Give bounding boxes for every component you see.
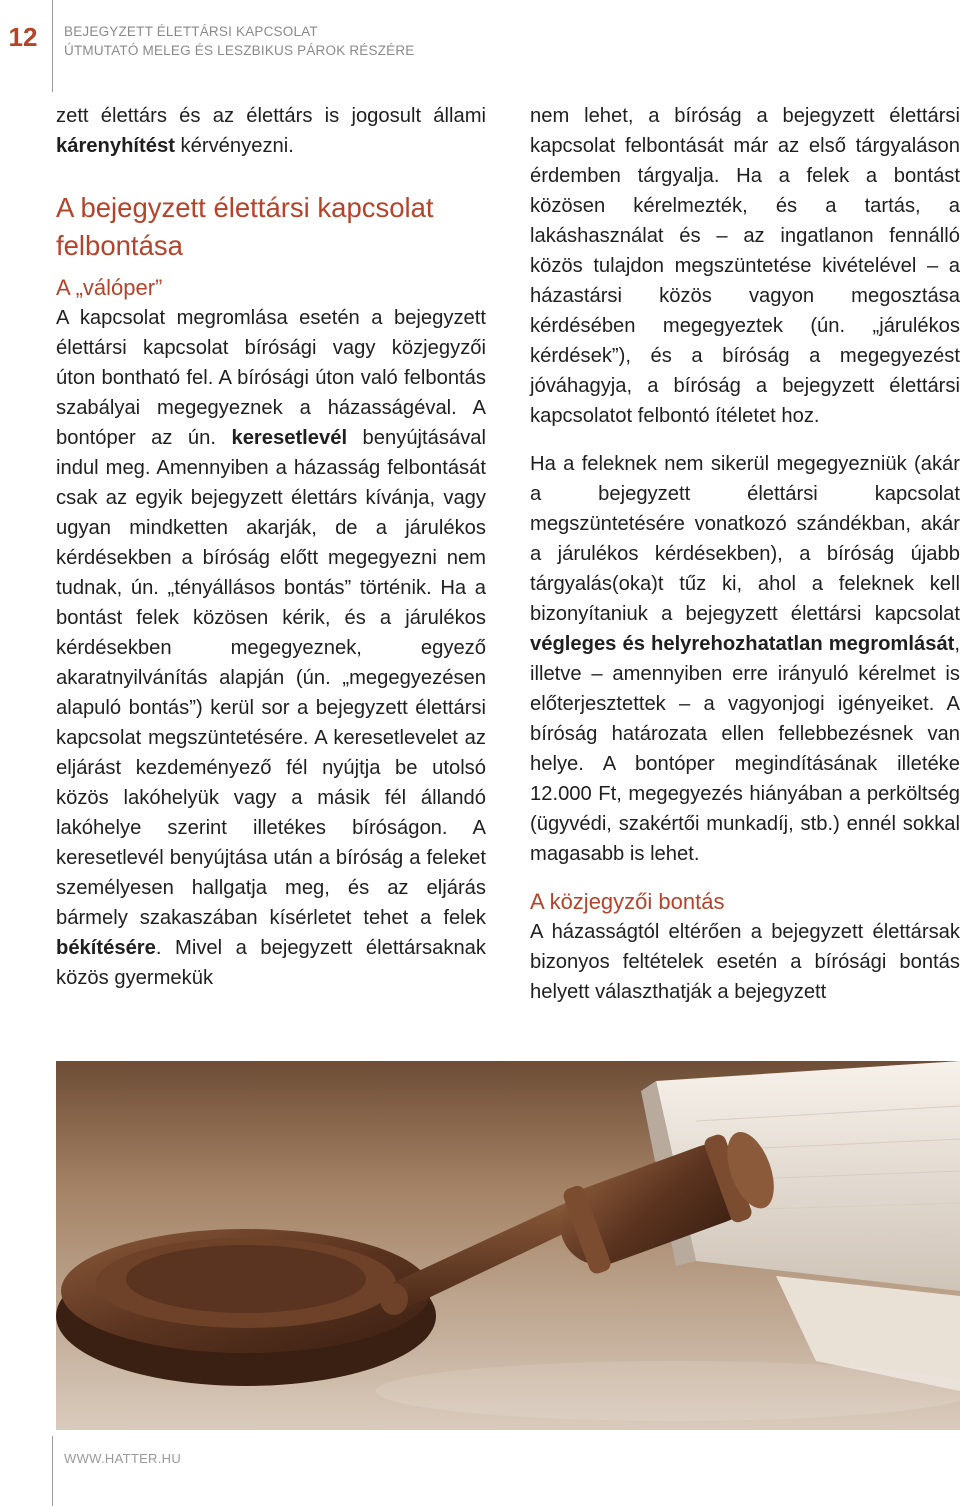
bold-term: keresetlevél bbox=[231, 427, 348, 449]
running-head bbox=[64, 22, 415, 60]
gavel-photo bbox=[56, 1061, 960, 1430]
subsection-heading-notary: A közjegyzői bontás bbox=[530, 889, 725, 914]
running-title-line-1: BEJEGYZETT ÉLETTÁRSI KAPCSOLAT bbox=[64, 24, 318, 39]
running-title-line-2: ÚTMUTATÓ MELEG ÉS LESZBIKUS PÁROK RÉSZÉRE bbox=[64, 43, 415, 58]
footer-divider bbox=[52, 1436, 53, 1506]
bold-term: békítésére bbox=[56, 937, 156, 959]
court-paragraph: nem lehet, a bíróság a bejegyzett élettársi kapcsolat felbontását már az első tárgyaláson érdemben tárgyalja. Ha a felek a bontást közösen kérelmezték, és a tartás, a lakáshasználat és – az ingatlanon fennálló közös tulajdon megszüntetése kivételével – a házastársi közös vagyon megosztása kérdésében megegyeztek (ún. „járulékos kérdések”), és a bíróság a megegyezést jóváhagyja, a bíróság a bejegyzett élettársi kapcsolatot felbontó ítéletet hoz. bbox=[530, 105, 960, 427]
intro-paragraph bbox=[56, 101, 486, 161]
right-column bbox=[530, 101, 960, 1007]
section-heading: A bejegyzett élettársi kapcsolat felbontása bbox=[56, 192, 434, 261]
text-run: benyújtásával indul meg. Amennyiben a házasság felbontását csak az egyik bejegyzett élettárs kívánja, vagy ugyan mindketten akarják, de a járulékos kérdésekben a bíróság előtt megegyezni nem tudnak, ún. „tényállásos bontás” történik. Ha a bontást felek közösen kérik, és a járulékos kérdésekben megegyeznek, egyező akaratnyilvánítás alapján (ún. „megegyezésen alapuló bontás”) kerül sor a bejegyzett élettársi kapcsolat megszüntetésére. A keresetlevelet az eljárást kezdeményező fél nyújtja be utolsó közös lakóhelyük vagy a másik fél állandó lakóhelye szerint illetékes bíróságon. A keresetlevél benyújtása után a bíróság a feleket személyesen hallgatja meg, és az eljárás bármely szakaszában kísérletet tehet a felek bbox=[56, 427, 487, 929]
subsection-heading-valoper: A „válóper” bbox=[56, 275, 163, 300]
judge-gavel-icon bbox=[56, 1061, 960, 1430]
text-run: Ha a feleknek nem sikerül megegyezniük (akár a bejegyzett élettársi kapcsolat megszüntetésére vonatkozó szándékban, akár a járulékos kérdésekben), a bíróság újabb tárgyalás(oka)t tűz ki, ahol a feleknek kell bizonyítaniuk a bejegyzett élettársi kapcsolat bbox=[530, 453, 960, 625]
bold-term: végleges és helyrehozhatatlan megromlását bbox=[530, 633, 955, 655]
disagreement-paragraph bbox=[530, 449, 960, 869]
left-column bbox=[56, 101, 486, 993]
text-run: zett élettárs és az élettárs is jogosult állami bbox=[56, 105, 486, 127]
text-run: , illetve – amennyiben erre irányuló kérelmet is előterjesztettek – a vagyonjogi igényeiket. A bíróság határozata ellen fellebbezésnek van helye. A bontóper megindításának illetéke 12.000 Ft, megegyezés hiányában a perköltség (ügyvédi, szakértői munkadíj, stb.) ennél sokkal magasabb is lehet. bbox=[530, 633, 960, 865]
notary-paragraph: A házasságtól eltérően a bejegyzett élettársak bizonyos feltételek esetén a bírósági bontás helyett választhatják a bejegyzett bbox=[530, 921, 960, 1003]
bold-term: kárenyhítést bbox=[56, 135, 175, 157]
header-divider bbox=[52, 0, 53, 92]
text-run: kérvényezni. bbox=[174, 135, 294, 157]
website-link[interactable]: WWW.HATTER.HU bbox=[64, 1451, 182, 1466]
page-number: 12 bbox=[8, 22, 38, 52]
divorce-paragraph bbox=[56, 303, 486, 993]
text-run: A kapcsolat megromlása esetén a bejegyzett élettársi kapcsolat bírósági vagy közjegyzői úton bontható fel. A bírósági úton való felbontás szabályai megegyeznek a házasságéval. A bontóper az ún. bbox=[56, 307, 486, 449]
sound-block bbox=[56, 1229, 436, 1386]
text-run: . Mivel a bejegyzett élettársaknak közös gyermekük bbox=[56, 937, 486, 989]
